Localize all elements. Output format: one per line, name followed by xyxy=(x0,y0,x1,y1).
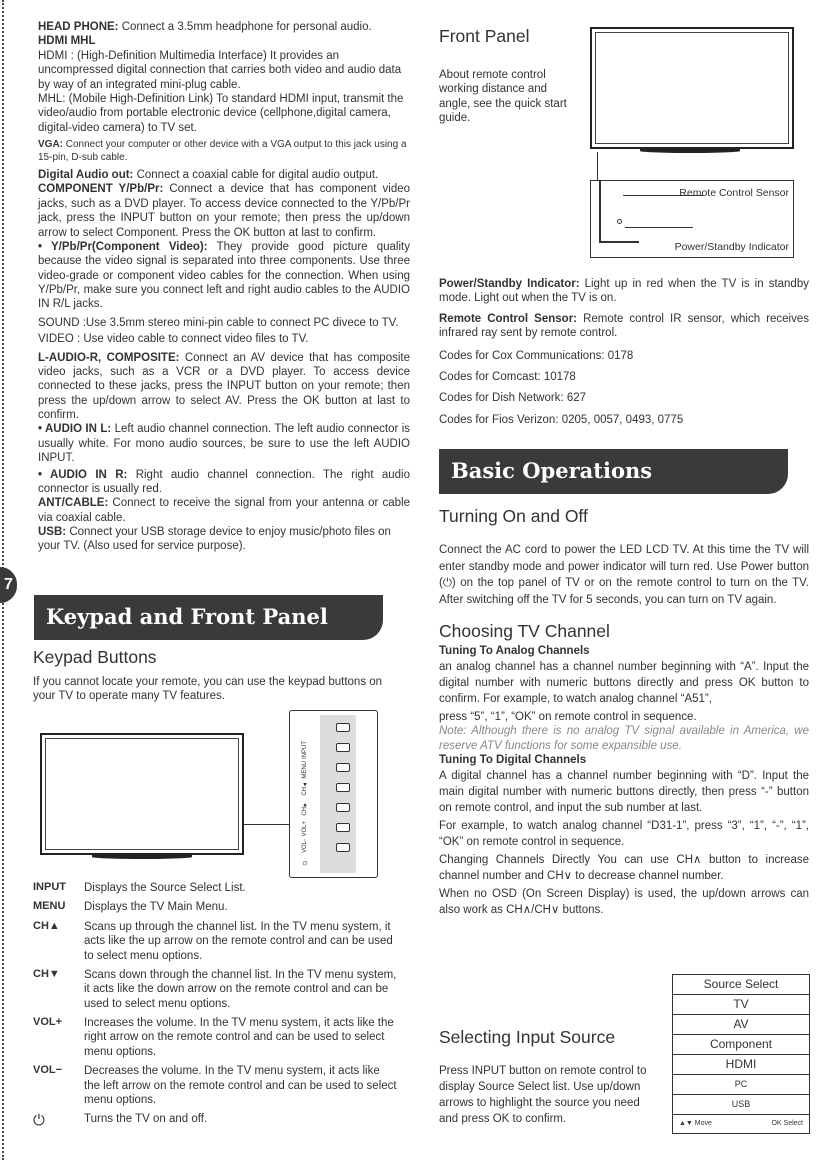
keypad-section-banner: Keypad and Front Panel xyxy=(34,595,383,640)
component-text: Connect a device that has component video jacks, such as a DVD player. To access device connected to the Y/Pb/Pr jack, press the INPUT button on your remote; then press the up/down arrow to select Component. Press the OK button at last to confirm. xyxy=(38,183,411,239)
power-icon: ⏻ xyxy=(33,1112,45,1130)
front-panel-text: About remote control working distance and angle, see the quick start guide. xyxy=(439,68,567,124)
code-cox: Codes for Cox Communications: 0178 xyxy=(439,349,634,362)
tv-stand-right xyxy=(640,149,740,153)
selecting-title: Selecting Input Source xyxy=(439,1027,616,1047)
basic-operations-banner: Basic Operations xyxy=(439,449,788,494)
keypad-label-menu: MENU xyxy=(302,761,308,779)
key-vol-down-desc: Decreases the volume. In the TV menu system, it acts like the left arrow on the remote control and can be used to select menu options. xyxy=(84,1065,397,1106)
key-menu: MENU xyxy=(33,900,66,913)
front-panel-title: Front Panel xyxy=(439,26,530,46)
hdmi-mhl-label: HDMI MHL xyxy=(38,35,96,48)
mhl-text: MHL: (Mobile High-Definition Link) To standard HDMI input, transmit the video/audio from portable electronic device (cellphone,digital camera, digital-video camera) to TV set. xyxy=(38,92,404,134)
changing-text: Changing Channels Directly You can use CH∧ button to increase channel number and CH∨ to decrease channel number. xyxy=(439,854,809,883)
source-select-title: Source Select xyxy=(673,975,809,995)
table-row xyxy=(33,900,398,914)
usb-label: USB: xyxy=(38,526,67,538)
source-select-footer xyxy=(673,1115,809,1133)
code-dish: Codes for Dish Network: 627 xyxy=(439,392,587,405)
remote-sensor-desc-text: Remote control IR sensor, which receives infrared ray sent by remote control. xyxy=(439,312,809,340)
remote-sensor-desc-label: Remote Control Sensor: xyxy=(439,312,578,325)
analog-text1: an analog channel has a channel number beginning with “A”. Input the digital number with numeric buttons directly and press OK button to confirm. For example, to watch analog channel “A51”, xyxy=(439,660,809,705)
turning-text: Connect the AC cord to power the LED LCD TV. At this time the TV will enter standby mode and power indicator will turn red. Use Power button (⏻) on the top panel of TV or on the remote control to turn on the TV. After switching off the TV for 5 seconds, you can turn on TV again. xyxy=(439,543,809,606)
vga-label: VGA: xyxy=(38,139,63,150)
turning-title: Turning On and Off xyxy=(439,506,588,526)
keypad-label-power: ⏻ xyxy=(302,859,308,865)
key-ch-down: CH▼ xyxy=(33,967,60,980)
source-pc: PC xyxy=(673,1075,809,1095)
keypad-label-input: INPUT xyxy=(302,741,308,759)
digital-title: Tuning To Digital Channels xyxy=(439,754,587,767)
page-number-tab xyxy=(0,567,17,603)
table-row xyxy=(33,1112,398,1131)
key-ch-up: CH▲ xyxy=(33,919,60,932)
keypad-intro-block xyxy=(33,647,405,708)
choosing-title: Choosing TV Channel xyxy=(439,620,610,641)
vga-text: Connect your computer or other device with a VGA output to this jack using a 15-pin, D-sub cable. xyxy=(38,139,407,163)
audio-in-l-text: Left audio channel connection. The left audio connector is usually white. For mono audio sources, be sure to use the left AUDIO INPUT. xyxy=(38,423,411,465)
standby-indicator-label: Power/Standby Indicator xyxy=(674,241,789,253)
code-fios: Codes for Fios Verizon: 0205, 0057, 0493, 0775 xyxy=(439,413,684,426)
key-vol-up-desc: Increases the volume. In the TV menu system, it acts like the right arrow on the remote control and can be used to select menu options. xyxy=(84,1017,394,1058)
table-row xyxy=(33,920,398,963)
tv-illustration-right xyxy=(590,27,794,149)
keypad-callout-line xyxy=(244,824,289,825)
keypad-label-ch-up: CH▲ xyxy=(302,781,308,796)
digital-text1: A digital channel has a channel number beginning with “D”. Input the main digital number with numeric buttons directly, then press “-” button on remote control, and input the sub number at last. xyxy=(439,769,809,814)
audio-in-r-label: • AUDIO IN R: xyxy=(38,468,128,481)
ant-cable-label: ANT/CABLE: xyxy=(38,497,109,510)
keypad-panel-illustration xyxy=(289,710,378,878)
tv-illustration-left xyxy=(40,733,244,855)
audio-in-l-label: • AUDIO IN L: xyxy=(38,423,112,436)
source-av: AV xyxy=(673,1015,809,1035)
key-ch-up-desc: Scans up through the channel list. In the TV menu system, it acts like the up arrow on the remote control and can be used to select menu options. xyxy=(84,920,393,962)
left-column xyxy=(38,20,410,558)
audio-in-r-text: Right audio channel connection. The right audio connector is usually red. xyxy=(38,468,410,495)
sensor-callout-line xyxy=(597,152,598,180)
keypad-buttons-title: Keypad Buttons xyxy=(33,647,157,667)
basic-operations-block xyxy=(439,506,809,922)
power-indicator-text: Light up in red when the TV is in standby mode. Light out when the TV is on. xyxy=(439,278,809,305)
code-comcast: Codes for Comcast: 10178 xyxy=(439,370,576,383)
digital-audio-label: Digital Audio out: xyxy=(38,169,134,181)
front-panel-desc xyxy=(439,277,809,431)
select-hint: OK Select xyxy=(771,1120,803,1127)
sound-text: SOUND :Use 3.5mm stereo mini-pin cable to connect PC divece to TV. xyxy=(38,316,399,329)
source-tv: TV xyxy=(673,995,809,1015)
key-ch-down-desc: Scans down through the channel list. In the TV menu system, it acts like the down arrow on the remote control and can be used to select menu options. xyxy=(84,968,397,1010)
headphone-label: HEAD PHONE: xyxy=(38,21,119,33)
selecting-text: Press INPUT button on remote control to display Source Select list. Use up/down arrows to highlight the source you need and press OK to confirm. xyxy=(439,1064,647,1126)
source-select-illustration xyxy=(672,974,810,1134)
key-menu-desc: Displays the TV Main Menu. xyxy=(84,901,228,914)
key-vol-down: VOL− xyxy=(33,1064,63,1077)
keypad-intro-text: If you cannot locate your remote, you can use the keypad buttons on your TV to operate many TV features. xyxy=(33,675,383,703)
hdmi-text: HDMI : (High-Definition Multimedia Interface) It provides an uncompressed digital connection that carries both video and audio data by way of an integrated mini-plug cable. xyxy=(38,49,402,91)
component-video-text: They provide good picture quality because the video signal is separated into three components. Use three video-grade or component video cables for the connection. When using Y/Pb/Pr, make sure you connect left and right audio cables to the AUDIO IN R/L jacks. xyxy=(38,240,410,311)
source-hdmi: HDMI xyxy=(673,1055,809,1075)
analog-text2: press “5”, “1”, “OK” on remote control in sequence. xyxy=(439,711,697,724)
table-row xyxy=(33,881,398,895)
tv-stand-left xyxy=(92,855,192,859)
source-usb: USB xyxy=(673,1095,809,1115)
usb-text: Connect your USB storage device to enjoy music/photo files on your TV. (Also used for service purpose). xyxy=(38,526,391,553)
keypad-label-vol-up: VOL+ xyxy=(302,821,308,837)
move-hint: ▲▼ Move xyxy=(679,1120,712,1127)
digital-text2: For example, to watch analog channel “D31-1”, press “3”, “1”, “-”, “1”, “OK” on remote control in sequence. xyxy=(439,819,809,848)
analog-title: Tuning To Analog Channels xyxy=(439,645,590,658)
remote-sensor-label: Remote Control Sensor xyxy=(679,187,789,199)
component-video-label: • Y/Pb/Pr(Component Video): xyxy=(38,240,208,253)
keypad-label-ch-down: CH▼ xyxy=(302,801,308,816)
l-audio-label: L-AUDIO-R, COMPOSITE: xyxy=(38,351,180,364)
table-row xyxy=(33,1064,398,1107)
table-row xyxy=(33,1016,398,1059)
l-audio-text: Connect an AV device that has composite video jacks, such as a VCR or a DVD player. To access device connected to these jacks, press the INPUT button on your remote; then press the up/down arrow to select AV. Press the OK button at last to confirm. xyxy=(38,351,410,421)
key-power-desc: Turns the TV on and off. xyxy=(84,1113,208,1126)
osd-text: When no OSD (On Screen Display) is used, the up/down arrows can also work as CH∧/CH∨ buttons. xyxy=(439,888,809,917)
table-row xyxy=(33,968,398,1011)
headphone-text: Connect a 3.5mm headphone for personal audio. xyxy=(118,21,372,33)
keypad-label-vol-down: VOL- xyxy=(302,839,308,854)
ant-cable-text: Connect to receive the signal from your antenna or cable via coaxial cable. xyxy=(38,497,410,524)
component-label: COMPONENT Y/Pb/Pr: xyxy=(38,183,164,196)
digital-audio-text: Connect a coaxial cable for digital audio output. xyxy=(133,169,379,181)
key-vol-up: VOL+ xyxy=(33,1016,63,1028)
front-panel-block xyxy=(439,26,579,129)
sensor-detail-illustration xyxy=(590,180,794,258)
selecting-source-block xyxy=(439,1027,649,1131)
key-input-desc: Displays the Source Select List. xyxy=(84,882,246,894)
source-component: Component xyxy=(673,1035,809,1055)
power-indicator-label: Power/Standby Indicator: xyxy=(439,278,580,290)
key-input: INPUT xyxy=(33,881,66,893)
analog-note: Note: Although there is no analog TV signal available in America, we reserve ATV functions for some expansible use. xyxy=(439,725,809,752)
keypad-table xyxy=(33,881,398,1136)
video-text: VIDEO : Use video cable to connect video files to TV. xyxy=(38,333,309,346)
page-number: 7 xyxy=(4,576,13,593)
